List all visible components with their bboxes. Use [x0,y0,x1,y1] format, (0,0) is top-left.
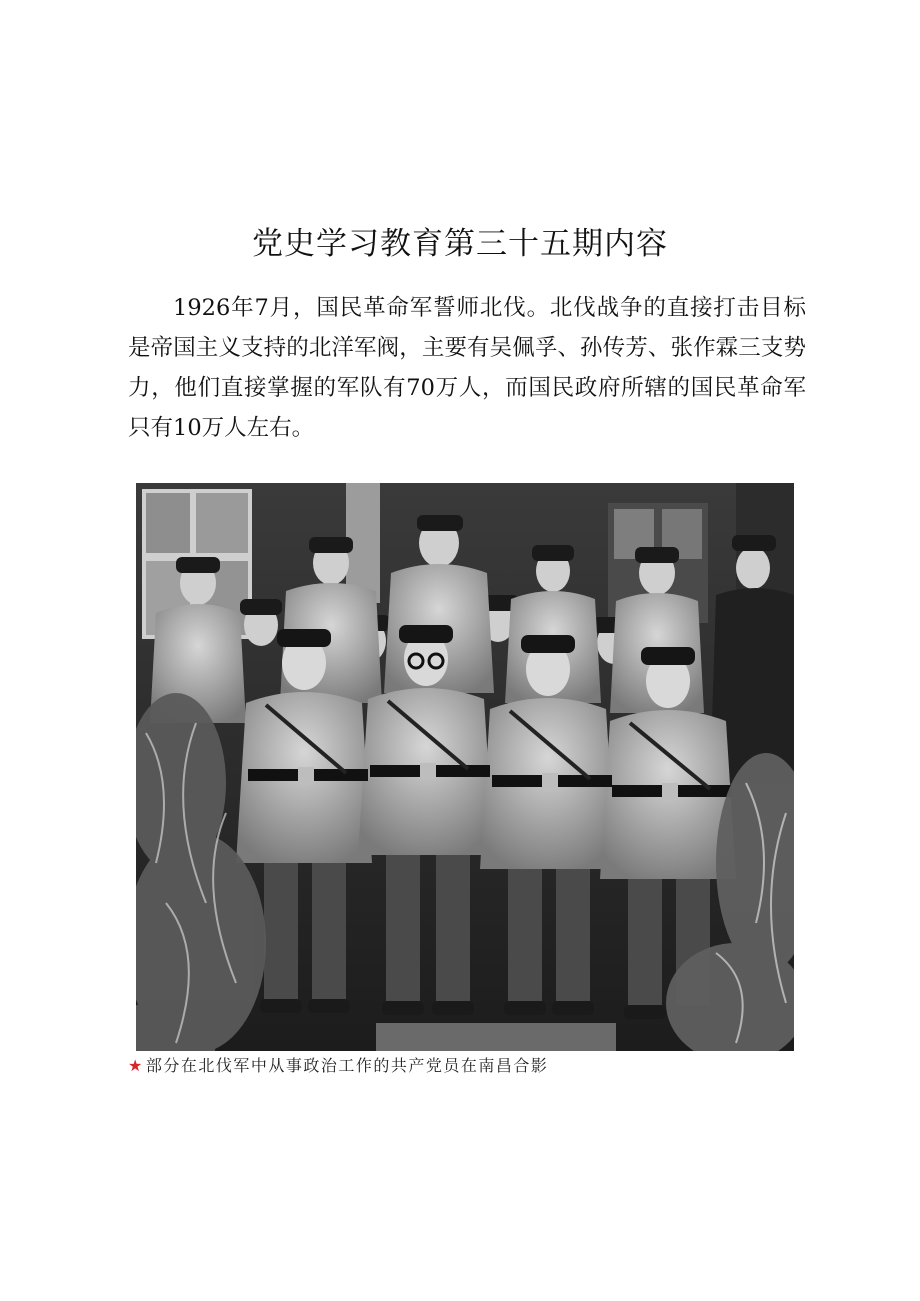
body-paragraph: 1926年7月，国民革命军誓师北伐。北伐战争的直接打击目标是帝国主义支持的北洋军阀，主要有吴佩孚、孙传芳、张作霖三支势力，他们直接掌握的军队有70万人，而国民政府所辖的国民革命军只有10万人左右。 [128,295,806,441]
caption-text: 部分在北伐军中从事政治工作的共产党员在南昌合影 [145,1056,549,1075]
historical-photo [136,483,794,1051]
star-icon: ★ [128,1056,144,1075]
photo-caption [128,1055,548,1077]
page-title: 党史学习教育第三十五期内容 [252,226,668,262]
